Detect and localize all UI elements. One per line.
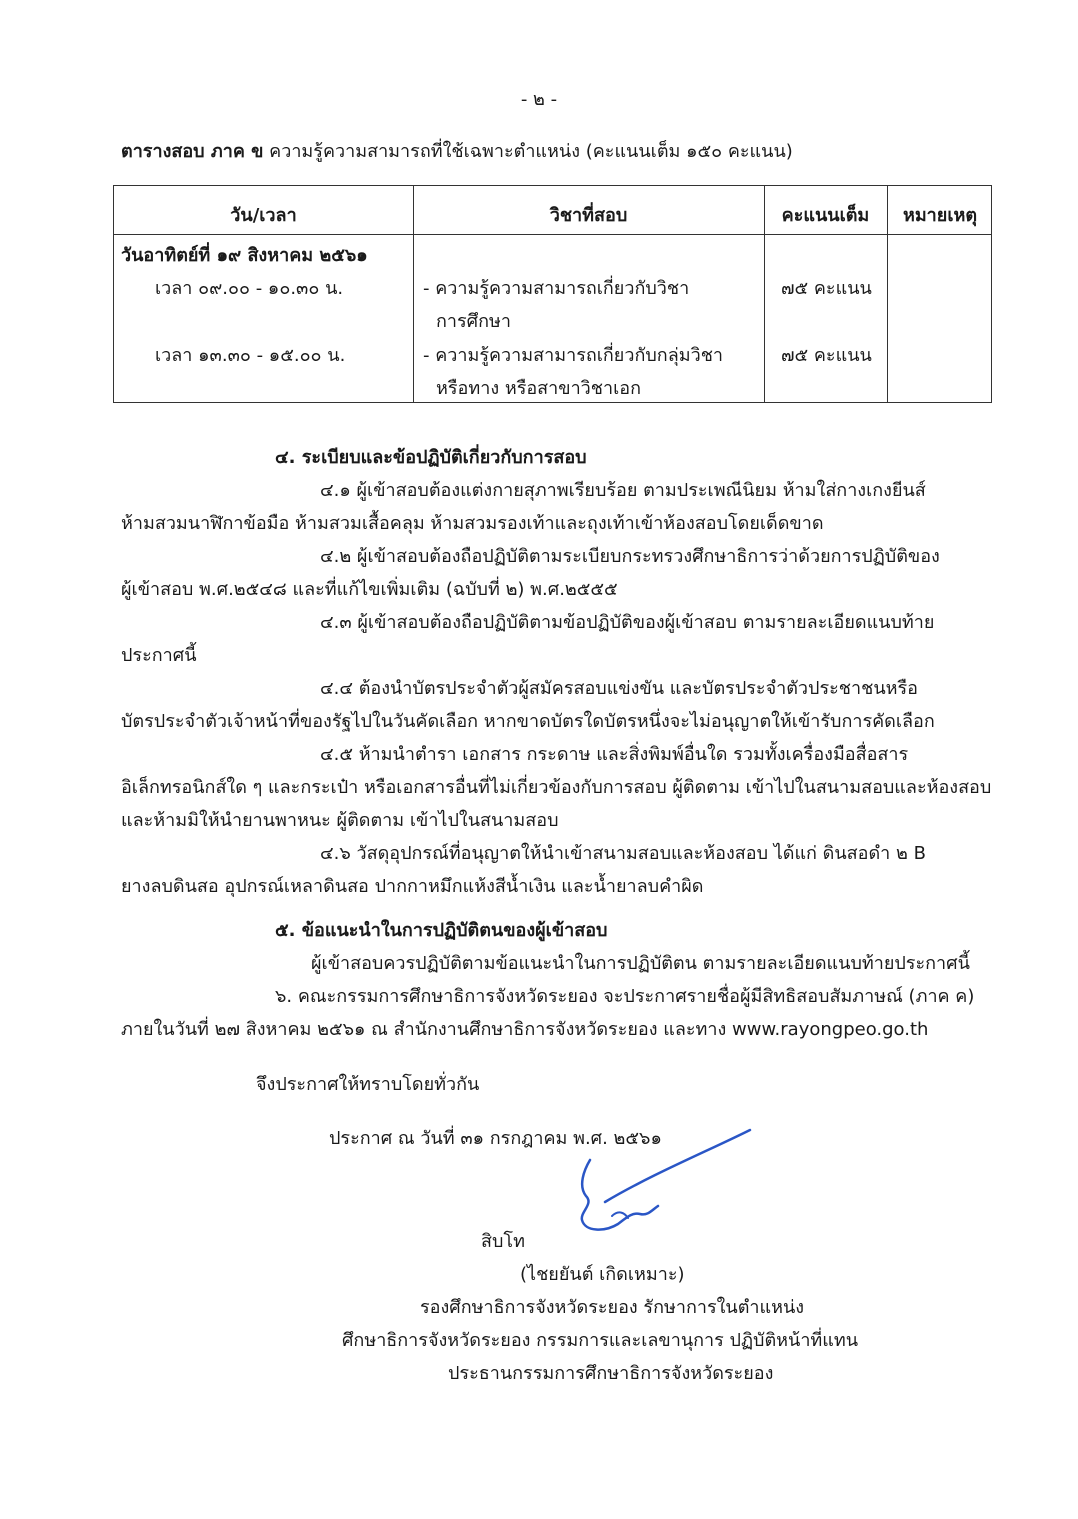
signer-title-line: รองศึกษาธิการจังหวัดระยอง รักษาการในตำแหน่ง xyxy=(420,1297,805,1318)
section6-line: ๖. คณะกรรมการศึกษาธิการจังหวัดระยอง จะประกาศรายชื่อผู้มีสิทธิสอบสัมภาษณ์ (ภาค ค) xyxy=(275,986,975,1007)
section4-heading: ๔. ระเบียบและข้อปฏิบัติเกี่ยวกับการสอบ xyxy=(275,447,587,468)
table-title xyxy=(121,139,793,165)
section4-line: ผู้เข้าสอบ พ.ศ.๒๕๔๘ และที่แก้ไขเพิ่มเติม (ฉบับที่ ๒) พ.ศ.๒๕๕๕ xyxy=(121,579,618,600)
section6-line: ภายในวันที่ ๒๗ สิงหาคม ๒๕๖๑ ณ สำนักงานศึกษาธิการจังหวัดระยอง และทาง www.rayongpeo.go.th xyxy=(121,1019,929,1040)
section4-line: ๔.๑ ผู้เข้าสอบต้องแต่งกายสุภาพเรียบร้อย ตามประเพณีนิยม ห้ามใส่กางเกงยีนส์ xyxy=(320,480,926,501)
section5-line: ผู้เข้าสอบควรปฏิบัติตามข้อแนะนำในการปฏิบัติตน ตามรายละเอียดแนบท้ายประกาศนี้ xyxy=(311,953,970,974)
table-title-rest: ความรู้ความสามารถที่ใช้เฉพาะตำแหน่ง (คะแนนเต็ม ๑๕๐ คะแนน) xyxy=(269,141,793,162)
row2-time: เวลา ๑๓.๓๐ - ๑๕.๐๐ น. xyxy=(155,345,346,366)
signer-name: (ไชยยันต์ เกิดเหมาะ) xyxy=(520,1264,685,1285)
row1-subject-line1: - ความรู้ความสามารถเกี่ยวกับวิชา xyxy=(423,278,690,299)
table-header-divider xyxy=(114,234,991,235)
section4-line: บัตรประจำตัวเจ้าหน้าที่ของรัฐไปในวันคัดเลือก หากขาดบัตรใดบัตรหนึ่งจะไม่อนุญาตให้เข้ารับการคัดเลือก xyxy=(121,711,935,732)
signer-title-line: ประธานกรรมการศึกษาธิการจังหวัดระยอง xyxy=(448,1363,774,1384)
section4-line: ๔.๖ วัสดุอุปกรณ์ที่อนุญาตให้นำเข้าสนามสอบและห้องสอบ ได้แก่ ดินสอดำ ๒ B xyxy=(320,843,926,864)
section4-line: ๔.๓ ผู้เข้าสอบต้องถือปฏิบัติตามข้อปฏิบัติของผู้เข้าสอบ ตามรายละเอียดแนบท้าย xyxy=(320,612,935,633)
section4-line: ๔.๕ ห้ามนำตำรา เอกสาร กระดาษ และสิ่งพิมพ์อื่นใด รวมทั้งเครื่องมือสื่อสาร xyxy=(320,744,909,765)
row2-subject-line1: - ความรู้ความสามารถเกี่ยวกับกลุ่มวิชา xyxy=(423,345,724,366)
row1-score: ๗๕ คะแนน xyxy=(781,278,872,299)
header-full-score: คะแนนเต็ม xyxy=(781,205,870,226)
section5-heading: ๕. ข้อแนะนำในการปฏิบัติตนของผู้เข้าสอบ xyxy=(275,920,608,941)
row1-time: เวลา ๐๙.๐๐ - ๑๐.๓๐ น. xyxy=(155,278,344,299)
section4-line: ๔.๔ ต้องนำบัตรประจำตัวผู้สมัครสอบแข่งขัน และบัตรประจำตัวประชาชนหรือ xyxy=(320,678,918,699)
header-subject: วิชาที่สอบ xyxy=(549,205,628,226)
section4-line: ห้ามสวมนาฬิกาข้อมือ ห้ามสวมเสื้อคลุม ห้ามสวมรองเท้าและถุงเท้าเข้าห้องสอบโดยเด็ดขาด xyxy=(121,513,824,534)
handwritten-signature xyxy=(560,1120,760,1240)
signer-rank: สิบโท xyxy=(481,1231,525,1252)
signer-title-line: ศึกษาธิการจังหวัดระยอง กรรมการและเลขานุการ ปฏิบัติหน้าที่แทน xyxy=(342,1330,859,1351)
header-date-time: วัน/เวลา xyxy=(230,205,297,226)
row2-score: ๗๕ คะแนน xyxy=(781,345,872,366)
page-number: - ๒ - xyxy=(520,89,558,110)
section4-line: ประกาศนี้ xyxy=(121,645,197,666)
section4-line: ยางลบดินสอ อุปกรณ์เหลาดินสอ ปากกาหมึกแห้งสีน้ำเงิน และน้ำยาลบคำผิด xyxy=(121,876,704,897)
closing-statement: จึงประกาศให้ทราบโดยทั่วกัน xyxy=(256,1074,480,1095)
section4-line: ๔.๒ ผู้เข้าสอบต้องถือปฏิบัติตามระเบียบกระทรวงศึกษาธิการว่าด้วยการปฏิบัติของ xyxy=(320,546,940,567)
row1-subject-line2: การศึกษา xyxy=(436,311,511,332)
header-remark: หมายเหตุ xyxy=(902,205,978,226)
section4-line: และห้ามมิให้นำยานพาหนะ ผู้ติดตาม เข้าไปในสนามสอบ xyxy=(121,810,559,831)
announce-date: ประกาศ ณ วันที่ ๓๑ กรกฎาคม พ.ศ. ๒๕๖๑ xyxy=(329,1128,662,1149)
exam-date: วันอาทิตย์ที่ ๑๙ สิงหาคม ๒๕๖๑ xyxy=(121,245,368,266)
table-title-bold: ตารางสอบ ภาค ข xyxy=(121,141,264,162)
row2-subject-line2: หรือทาง หรือสาขาวิชาเอก xyxy=(436,378,641,399)
section4-line: อิเล็กทรอนิกส์ใด ๆ และกระเป๋า หรือเอกสารอื่นที่ไม่เกี่ยวข้องกับการสอบ ผู้ติดตาม เข้าไปในสนามสอบและห้องสอบ xyxy=(121,777,992,798)
